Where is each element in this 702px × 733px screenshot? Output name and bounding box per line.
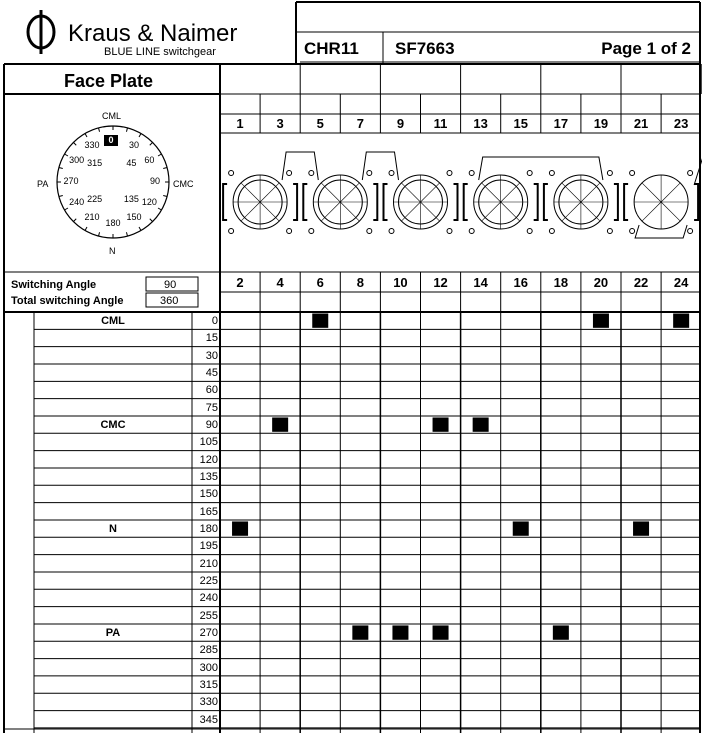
angle-value: 345 — [199, 713, 218, 726]
dial-angle-label: 240 — [69, 197, 85, 207]
angle-value: 300 — [199, 661, 218, 674]
brand-tagline: BLUE LINE switchgear — [104, 46, 216, 58]
contact-number-bottom: 8 — [356, 275, 364, 290]
contact-number-top: 17 — [553, 116, 569, 131]
angle-value: 0 — [211, 315, 218, 327]
page-number: Page 1 of 2 — [601, 39, 691, 58]
contact-number-top: 23 — [673, 116, 689, 131]
position-label: CML — [101, 315, 125, 327]
contact-number-top: 11 — [433, 116, 448, 131]
angle-value: 165 — [199, 505, 218, 518]
closed-contact-mark — [633, 521, 649, 535]
closed-contact-mark — [433, 625, 449, 639]
contact-number-bottom: 20 — [593, 275, 609, 290]
position-label: N — [109, 522, 117, 535]
angle-value: 195 — [199, 540, 218, 553]
contact-number-bottom: 6 — [316, 275, 324, 290]
switch-code: SF7663 — [395, 39, 455, 58]
dial-angle-label: 225 — [87, 194, 103, 205]
contact-number-bottom: 22 — [633, 275, 649, 290]
angle-value: 75 — [205, 401, 218, 414]
position-label: PA — [105, 626, 121, 639]
angle-value: 270 — [199, 626, 218, 639]
angle-value: 315 — [199, 678, 218, 691]
dial-label-top: CML — [102, 111, 122, 121]
contact-number-bottom: 2 — [236, 275, 244, 290]
dial-angle-label: 45 — [126, 157, 137, 168]
contact-element-icon — [624, 171, 698, 234]
contact-element-icon — [223, 171, 297, 234]
closed-contact-mark — [392, 625, 408, 639]
jumper-link — [282, 152, 318, 180]
contact-element-icon — [303, 171, 377, 234]
closed-contact-mark — [272, 417, 288, 431]
angle-value: 60 — [205, 384, 218, 397]
total-switching-angle-value: 360 — [160, 295, 179, 307]
model-number: CHR11 — [304, 39, 359, 58]
contact-number-top: 15 — [513, 116, 528, 131]
dial-angle-label: 60 — [144, 155, 155, 165]
angle-value: 150 — [199, 488, 218, 501]
contact-number-top: 9 — [396, 116, 405, 131]
dial-angle-label: 30 — [128, 139, 139, 150]
angle-value: 30 — [205, 349, 218, 362]
closed-contact-mark — [433, 417, 449, 431]
angle-value: 330 — [199, 696, 218, 709]
contact-number-top: 21 — [633, 116, 649, 131]
dial-angle-label: 150 — [126, 212, 142, 223]
contact-number-top: 19 — [593, 116, 609, 131]
closed-contact-mark — [673, 314, 689, 328]
contact-number-top: 3 — [276, 116, 284, 131]
contact-number-top: 1 — [236, 116, 244, 131]
closed-contact-mark — [553, 625, 569, 639]
switching-angle-value: 90 — [164, 279, 177, 291]
contact-number-top: 5 — [316, 116, 324, 131]
contact-element-icon — [544, 171, 618, 234]
closed-contact-mark — [312, 314, 328, 328]
dial-label-bottom: N — [109, 246, 116, 256]
closed-contact-mark — [473, 417, 489, 431]
angle-value: 255 — [199, 609, 218, 622]
brand-name: Kraus & Naimer — [68, 20, 238, 47]
dial-angle-label: 210 — [84, 212, 100, 223]
contact-element-icon — [384, 171, 458, 234]
contact-number-bottom: 16 — [513, 275, 528, 290]
contact-number-bottom: 4 — [276, 275, 284, 290]
contact-number-bottom: 10 — [393, 275, 408, 290]
angle-value: 210 — [199, 557, 218, 570]
dial-angle-label: 330 — [84, 139, 100, 150]
angle-value: 225 — [199, 574, 218, 587]
angle-value: 240 — [199, 592, 218, 605]
angle-value: 135 — [199, 470, 218, 483]
total-switching-angle-label: Total switching Angle — [11, 295, 124, 307]
dial-angle-label: 135 — [123, 194, 139, 205]
face-plate-title: Face Plate — [64, 71, 154, 91]
dial-label-left: PA — [37, 179, 49, 189]
position-label: CMC — [100, 418, 126, 431]
switching-angle-label: Switching Angle — [11, 279, 97, 291]
dial-angle-label: 90 — [149, 176, 160, 186]
contact-number-top: 13 — [473, 116, 488, 131]
angle-value: 15 — [205, 332, 218, 345]
angle-value: 105 — [199, 436, 218, 449]
contact-number-bottom: 24 — [673, 275, 689, 290]
contact-number-bottom: 12 — [433, 275, 448, 290]
dial-angle-label: 270 — [63, 176, 79, 186]
contact-number-bottom: 14 — [473, 275, 488, 290]
dial-angle-label: 315 — [87, 157, 103, 168]
angle-value: 180 — [199, 522, 218, 535]
angle-value: 120 — [199, 453, 218, 466]
closed-contact-mark — [352, 625, 368, 639]
contact-element-icon — [464, 171, 538, 234]
dial-angle-label: 300 — [69, 155, 85, 165]
angle-value: 90 — [205, 418, 218, 431]
jumper-link — [362, 152, 398, 180]
contact-number-bottom: 18 — [553, 275, 569, 290]
dial-label-right: CMC — [173, 179, 194, 189]
dial-angle-label: 180 — [105, 218, 121, 228]
contact-number-top: 7 — [356, 116, 364, 131]
angle-value: 285 — [199, 644, 218, 657]
face-plate-dial — [0, 0, 220, 270]
closed-contact-mark — [513, 521, 529, 535]
jumper-link — [479, 157, 603, 180]
closed-contact-mark — [593, 314, 609, 328]
closed-contact-mark — [232, 521, 248, 535]
dial-angle-label: 120 — [141, 197, 157, 207]
dial-zero-marker: 0 — [104, 135, 118, 146]
angle-value: 45 — [205, 366, 218, 379]
